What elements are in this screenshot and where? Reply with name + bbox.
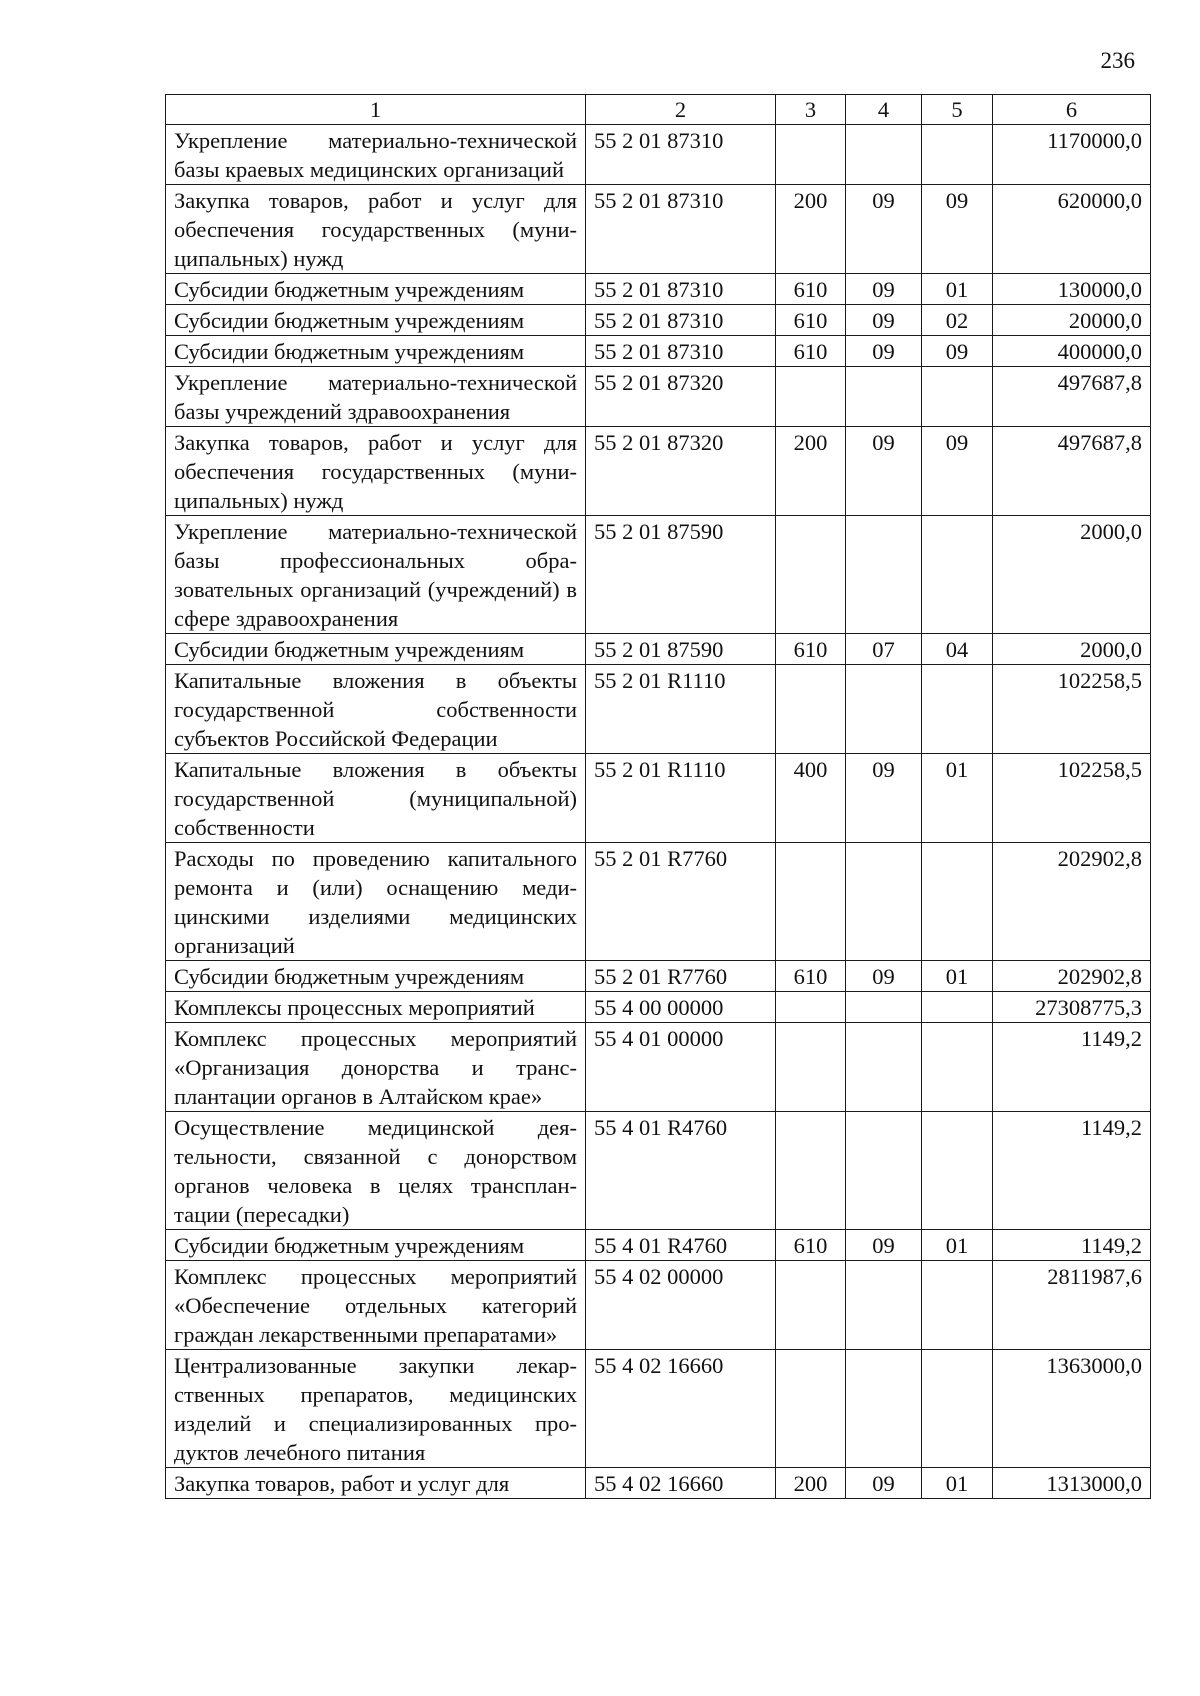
row-type-cell bbox=[776, 843, 846, 961]
table-row bbox=[166, 665, 1151, 754]
row-code-cell: 55 2 01 87590 bbox=[586, 634, 776, 665]
table-row bbox=[166, 1261, 1151, 1350]
row-section-cell bbox=[846, 1350, 922, 1468]
budget-table bbox=[165, 94, 1151, 1499]
row-amount-cell: 1363000,0 bbox=[993, 1350, 1151, 1468]
table-row bbox=[166, 843, 1151, 961]
row-code-cell: 55 2 01 87590 bbox=[586, 516, 776, 634]
row-name-cell: Закупка товаров, работ и услуг для обеспечения государственных (муниципальных) нужд bbox=[166, 185, 586, 274]
row-type-cell bbox=[776, 1261, 846, 1350]
row-section-cell: 09 bbox=[846, 336, 922, 367]
row-code-cell: 55 2 01 R7760 bbox=[586, 961, 776, 992]
row-amount-cell: 1313000,0 bbox=[993, 1468, 1151, 1499]
row-name-cell: Централизованные закупки лекарственных препаратов, медицинских изделий и специализированных продуктов лечебного питания bbox=[166, 1350, 586, 1468]
row-section-cell: 09 bbox=[846, 185, 922, 274]
row-section-cell bbox=[846, 125, 922, 185]
row-name-cell: Осуществление медицинской деятельности, связанной с донорством органов человека в целях трансплантации (пересадки) bbox=[166, 1112, 586, 1230]
table-row bbox=[166, 634, 1151, 665]
column-header: 5 bbox=[922, 95, 993, 125]
row-code-cell: 55 2 01 87320 bbox=[586, 367, 776, 427]
row-section-cell bbox=[846, 1023, 922, 1112]
table-row bbox=[166, 367, 1151, 427]
row-code-cell: 55 2 01 87310 bbox=[586, 336, 776, 367]
row-type-cell: 610 bbox=[776, 634, 846, 665]
row-name-cell: Закупка товаров, работ и услуг для bbox=[166, 1468, 586, 1499]
table-row bbox=[166, 1230, 1151, 1261]
row-type-cell bbox=[776, 1350, 846, 1468]
row-type-cell: 200 bbox=[776, 1468, 846, 1499]
row-code-cell: 55 2 01 87310 bbox=[586, 185, 776, 274]
row-name-cell: Укрепление материально-технической базы краевых медицинских организаций bbox=[166, 125, 586, 185]
column-header: 2 bbox=[586, 95, 776, 125]
row-type-cell bbox=[776, 1023, 846, 1112]
row-type-cell bbox=[776, 125, 846, 185]
row-section-cell bbox=[846, 843, 922, 961]
row-amount-cell: 400000,0 bbox=[993, 336, 1151, 367]
table-row bbox=[166, 961, 1151, 992]
row-amount-cell: 202902,8 bbox=[993, 843, 1151, 961]
row-name-cell: Субсидии бюджетным учреждениям bbox=[166, 961, 586, 992]
page-number: 236 bbox=[1100, 48, 1135, 73]
row-section-cell: 09 bbox=[846, 305, 922, 336]
row-type-cell: 610 bbox=[776, 1230, 846, 1261]
row-section-cell: 09 bbox=[846, 754, 922, 843]
table-row bbox=[166, 992, 1151, 1023]
row-subsection-cell: 01 bbox=[922, 1230, 993, 1261]
column-header: 3 bbox=[776, 95, 846, 125]
column-header: 4 bbox=[846, 95, 922, 125]
row-type-cell bbox=[776, 1112, 846, 1230]
row-name-cell: Комплекс процессных мероприятий «Обеспечение отдельных категорий граждан лекарственными препаратами» bbox=[166, 1261, 586, 1350]
row-amount-cell: 1149,2 bbox=[993, 1112, 1151, 1230]
row-amount-cell: 27308775,3 bbox=[993, 992, 1151, 1023]
row-amount-cell: 20000,0 bbox=[993, 305, 1151, 336]
row-section-cell bbox=[846, 1112, 922, 1230]
row-type-cell: 200 bbox=[776, 185, 846, 274]
row-amount-cell: 1149,2 bbox=[993, 1230, 1151, 1261]
row-type-cell: 200 bbox=[776, 427, 846, 516]
row-code-cell: 55 2 01 87310 bbox=[586, 274, 776, 305]
row-subsection-cell: 01 bbox=[922, 1468, 993, 1499]
row-amount-cell: 102258,5 bbox=[993, 754, 1151, 843]
table-row bbox=[166, 1350, 1151, 1468]
row-section-cell: 09 bbox=[846, 1230, 922, 1261]
row-section-cell bbox=[846, 992, 922, 1023]
row-type-cell bbox=[776, 992, 846, 1023]
row-amount-cell: 2000,0 bbox=[993, 516, 1151, 634]
row-type-cell: 610 bbox=[776, 961, 846, 992]
row-type-cell: 610 bbox=[776, 305, 846, 336]
row-subsection-cell bbox=[922, 1112, 993, 1230]
row-code-cell: 55 4 02 16660 bbox=[586, 1350, 776, 1468]
row-section-cell bbox=[846, 665, 922, 754]
row-code-cell: 55 4 02 00000 bbox=[586, 1261, 776, 1350]
row-section-cell bbox=[846, 367, 922, 427]
row-subsection-cell: 01 bbox=[922, 961, 993, 992]
table-row bbox=[166, 754, 1151, 843]
row-subsection-cell: 09 bbox=[922, 427, 993, 516]
row-code-cell: 55 2 01 87310 bbox=[586, 125, 776, 185]
row-name-cell: Комплекс процессных мероприятий «Организация донорства и трансплантации органов в Алтайском крае» bbox=[166, 1023, 586, 1112]
table-row bbox=[166, 516, 1151, 634]
row-subsection-cell: 09 bbox=[922, 185, 993, 274]
row-type-cell bbox=[776, 367, 846, 427]
row-code-cell: 55 4 01 00000 bbox=[586, 1023, 776, 1112]
row-subsection-cell bbox=[922, 1023, 993, 1112]
row-type-cell: 610 bbox=[776, 336, 846, 367]
row-name-cell: Закупка товаров, работ и услуг для обеспечения государственных (муниципальных) нужд bbox=[166, 427, 586, 516]
row-amount-cell: 497687,8 bbox=[993, 427, 1151, 516]
row-amount-cell: 202902,8 bbox=[993, 961, 1151, 992]
table-row bbox=[166, 185, 1151, 274]
row-amount-cell: 620000,0 bbox=[993, 185, 1151, 274]
row-section-cell: 07 bbox=[846, 634, 922, 665]
row-name-cell: Капитальные вложения в объекты государственной (муниципальной) собственности bbox=[166, 754, 586, 843]
row-amount-cell: 497687,8 bbox=[993, 367, 1151, 427]
row-name-cell: Субсидии бюджетным учреждениям bbox=[166, 634, 586, 665]
row-subsection-cell bbox=[922, 665, 993, 754]
row-amount-cell: 2000,0 bbox=[993, 634, 1151, 665]
row-type-cell: 400 bbox=[776, 754, 846, 843]
row-subsection-cell: 01 bbox=[922, 754, 993, 843]
row-subsection-cell: 02 bbox=[922, 305, 993, 336]
row-name-cell: Укрепление материально-технической базы профессиональных образовательных организаций (учреждений) в сфере здравоохранения bbox=[166, 516, 586, 634]
row-name-cell: Субсидии бюджетным учреждениям bbox=[166, 1230, 586, 1261]
row-section-cell: 09 bbox=[846, 1468, 922, 1499]
row-code-cell: 55 4 01 R4760 bbox=[586, 1230, 776, 1261]
row-code-cell: 55 2 01 R1110 bbox=[586, 665, 776, 754]
column-header: 6 bbox=[993, 95, 1151, 125]
table-row bbox=[166, 305, 1151, 336]
table-row bbox=[166, 427, 1151, 516]
row-subsection-cell bbox=[922, 125, 993, 185]
row-section-cell: 09 bbox=[846, 427, 922, 516]
row-code-cell: 55 2 01 87310 bbox=[586, 305, 776, 336]
row-name-cell: Субсидии бюджетным учреждениям bbox=[166, 274, 586, 305]
row-type-cell bbox=[776, 665, 846, 754]
row-name-cell: Укрепление материально-технической базы учреждений здравоохранения bbox=[166, 367, 586, 427]
row-subsection-cell bbox=[922, 367, 993, 427]
row-code-cell: 55 4 00 00000 bbox=[586, 992, 776, 1023]
row-subsection-cell: 09 bbox=[922, 336, 993, 367]
row-subsection-cell: 01 bbox=[922, 274, 993, 305]
row-name-cell: Расходы по проведению капитального ремонта и (или) оснащению медицинскими изделиями медицинских организаций bbox=[166, 843, 586, 961]
row-code-cell: 55 4 02 16660 bbox=[586, 1468, 776, 1499]
row-amount-cell: 1149,2 bbox=[993, 1023, 1151, 1112]
row-subsection-cell bbox=[922, 516, 993, 634]
row-section-cell bbox=[846, 516, 922, 634]
row-name-cell: Субсидии бюджетным учреждениям bbox=[166, 336, 586, 367]
table-row bbox=[166, 1468, 1151, 1499]
row-name-cell: Капитальные вложения в объекты государственной собственности субъектов Российской Федерации bbox=[166, 665, 586, 754]
row-subsection-cell bbox=[922, 843, 993, 961]
row-type-cell: 610 bbox=[776, 274, 846, 305]
row-code-cell: 55 4 01 R4760 bbox=[586, 1112, 776, 1230]
row-code-cell: 55 2 01 R7760 bbox=[586, 843, 776, 961]
row-amount-cell: 130000,0 bbox=[993, 274, 1151, 305]
row-amount-cell: 1170000,0 bbox=[993, 125, 1151, 185]
table-row bbox=[166, 336, 1151, 367]
row-subsection-cell: 04 bbox=[922, 634, 993, 665]
row-code-cell: 55 2 01 87320 bbox=[586, 427, 776, 516]
table-row bbox=[166, 1112, 1151, 1230]
row-name-cell: Комплексы процессных мероприятий bbox=[166, 992, 586, 1023]
row-subsection-cell bbox=[922, 992, 993, 1023]
row-type-cell bbox=[776, 516, 846, 634]
row-section-cell: 09 bbox=[846, 961, 922, 992]
row-section-cell bbox=[846, 1261, 922, 1350]
table-row bbox=[166, 1023, 1151, 1112]
row-name-cell: Субсидии бюджетным учреждениям bbox=[166, 305, 586, 336]
row-amount-cell: 2811987,6 bbox=[993, 1261, 1151, 1350]
row-section-cell: 09 bbox=[846, 274, 922, 305]
row-subsection-cell bbox=[922, 1261, 993, 1350]
row-amount-cell: 102258,5 bbox=[993, 665, 1151, 754]
row-code-cell: 55 2 01 R1110 bbox=[586, 754, 776, 843]
row-subsection-cell bbox=[922, 1350, 993, 1468]
table-body bbox=[166, 125, 1151, 1499]
table-row bbox=[166, 125, 1151, 185]
column-header: 1 bbox=[166, 95, 586, 125]
table-header-row bbox=[166, 95, 1151, 125]
table-row bbox=[166, 274, 1151, 305]
